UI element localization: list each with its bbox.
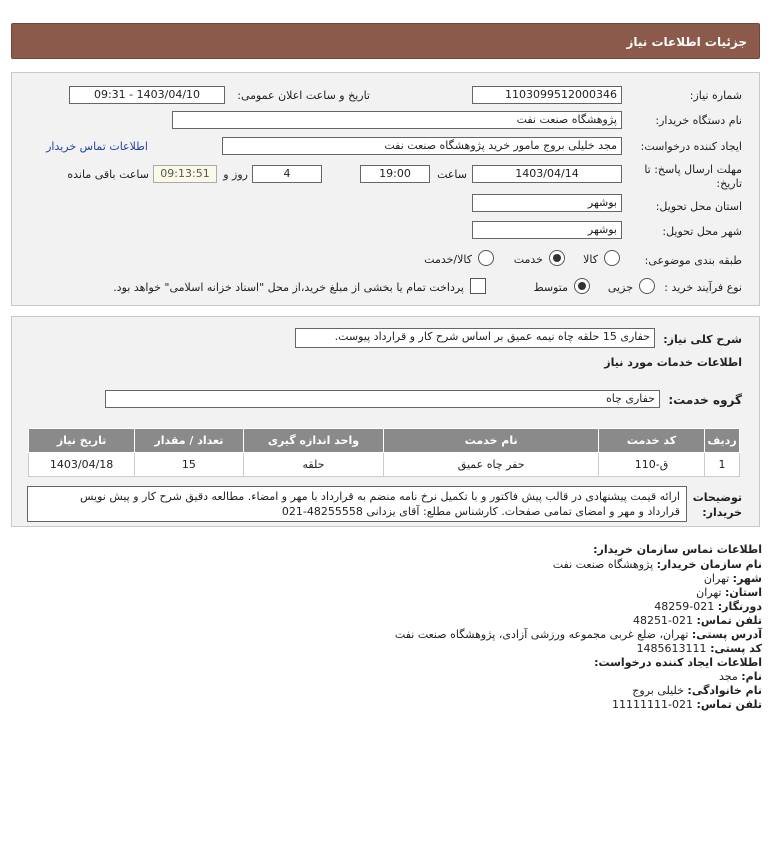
org-fax-value: 021-48259 <box>654 600 715 613</box>
buyer-notes-box <box>27 486 687 522</box>
cell-quantity: 15 <box>135 453 243 477</box>
deadline-time-field: 19:00 <box>360 165 430 183</box>
col-quantity: تعداد / مقدار <box>135 429 243 453</box>
buyer-label: نام دستگاه خریدار: <box>655 114 742 127</box>
creator-label: ایجاد کننده درخواست: <box>640 140 742 153</box>
announce-label: تاریخ و ساعت اعلان عمومی: <box>237 89 370 102</box>
services-title: اطلاعات خدمات مورد نیاز <box>604 356 742 369</box>
category-goods-label: کالا <box>583 253 598 266</box>
process-medium-label: متوسط <box>533 281 568 294</box>
buyer-notes-line-1: ارائه قیمت پیشنهادی در قالب پیش فاکتور و با تکمیل نرخ نامه منضم به قرارداد با مهر و امضاء. مطالعه دقیق شرح کار و پیش نویس <box>80 490 680 503</box>
need-info-panel <box>11 72 760 306</box>
description-label: شرح کلی نیاز: <box>663 333 742 346</box>
org-province-row <box>696 586 762 599</box>
cell-need-date: 1403/04/18 <box>29 453 135 477</box>
cell-service-code: ق-110 <box>598 453 704 477</box>
category-label: طبقه بندی موضوعی: <box>644 254 742 267</box>
province-field: بوشهر <box>472 194 622 212</box>
buyer-field: پژوهشگاه صنعت نفت <box>172 111 622 129</box>
announce-field: 1403/04/10 - 09:31 <box>69 86 225 104</box>
days-field: 4 <box>252 165 322 183</box>
creator-first-label: نام: <box>741 670 762 683</box>
org-postal-label: کد پستی: <box>710 642 762 655</box>
org-province-value: تهران <box>696 586 722 599</box>
org-city-label: شهر: <box>732 572 762 585</box>
buyer-notes-line-2: قرارداد و مهر و امضای تمامی صفحات. کارشناس مطلع: آقای یزدانی 48255558-021 <box>281 505 680 518</box>
process-partial-radio[interactable] <box>639 278 655 294</box>
col-unit: واحد اندازه گیری <box>243 429 384 453</box>
creator-field: مجد خلیلی بروج مامور خرید پژوهشگاه صنعت نفت <box>222 137 622 155</box>
category-both-radio[interactable] <box>478 250 494 266</box>
days-label: روز و <box>223 168 248 181</box>
deadline-date-label: تاریخ: <box>716 177 742 190</box>
table-header-row <box>29 429 740 453</box>
category-service-radio[interactable] <box>549 250 565 266</box>
creator-last-row <box>632 684 762 697</box>
org-name-value: پژوهشگاه صنعت نفت <box>552 558 654 571</box>
creator-first-value: مجد <box>718 670 738 683</box>
process-medium-radio[interactable] <box>574 278 590 294</box>
creator-phone-value: 021-11111111 <box>612 698 694 711</box>
org-postal-value: 1485613111 <box>636 642 707 655</box>
org-phone-value: 021-48251 <box>633 614 694 627</box>
creator-phone-row <box>612 698 762 711</box>
services-table <box>28 428 740 477</box>
province-label: استان محل تحویل: <box>655 200 742 213</box>
description-field: حفاری 15 حلقه چاه نیمه عمیق بر اساس شرح کار و قرارداد پیوست. <box>295 328 655 348</box>
creator-phone-label: تلفن تماس: <box>696 698 762 711</box>
org-phone-label: تلفن تماس: <box>696 614 762 627</box>
org-fax-row <box>654 600 762 613</box>
org-contact-title: اطلاعات تماس سازمان خریدار: <box>593 543 762 556</box>
col-need-date: تاریخ نیاز <box>29 429 135 453</box>
buyer-contact-link[interactable]: اطلاعات تماس خریدار <box>46 140 148 153</box>
org-city-value: تهران <box>703 572 730 585</box>
deadline-time-label: ساعت <box>437 168 467 181</box>
org-province-label: استان: <box>725 586 762 599</box>
city-field: بوشهر <box>472 221 622 239</box>
creator-first-row <box>719 670 762 683</box>
org-phone-row <box>633 614 762 627</box>
creator-last-value: خلیلی بروج <box>632 684 684 697</box>
page-title: جزئیات اطلاعات نیاز <box>626 35 747 49</box>
cell-unit: حلقه <box>243 453 384 477</box>
deadline-date-field: 1403/04/14 <box>472 165 622 183</box>
page-header <box>11 23 760 59</box>
col-row: ردیف <box>705 429 740 453</box>
process-partial-label: جزیی <box>607 281 633 294</box>
table-row <box>29 453 740 477</box>
creator-contact-title: اطلاعات ایجاد کننده درخواست: <box>594 656 762 669</box>
creator-last-label: نام خانوادگی: <box>687 684 762 697</box>
need-number-field: 1103099512000346 <box>472 86 622 104</box>
org-city-row <box>704 572 762 585</box>
service-group-label: گروه خدمت: <box>668 393 742 407</box>
org-postal-row <box>637 642 762 655</box>
treasury-payment-checkbox[interactable] <box>470 278 486 294</box>
org-address-row <box>395 628 762 641</box>
category-both-label: کالا/خدمت <box>424 253 472 266</box>
org-name-row <box>553 558 762 571</box>
org-name-label: نام سازمان خریدار: <box>656 558 762 571</box>
treasury-payment-note: پرداخت تمام یا بخشی از مبلغ خرید،از محل "اسناد خزانه اسلامی" خواهد بود. <box>113 281 464 294</box>
cell-service-name: حفر چاه عمیق <box>384 453 599 477</box>
remaining-time-field: 09:13:51 <box>153 165 217 183</box>
category-goods-radio[interactable] <box>604 250 620 266</box>
category-service-label: خدمت <box>513 253 543 266</box>
city-label: شهر محل تحویل: <box>662 225 742 238</box>
notes-label-2: خریدار: <box>702 506 742 519</box>
col-service-name: نام خدمت <box>384 429 599 453</box>
org-address-label: آدرس پستی: <box>691 628 762 641</box>
col-service-code: کد خدمت <box>598 429 704 453</box>
service-group-field: حفاری چاه <box>105 390 660 408</box>
remaining-label: ساعت باقی مانده <box>67 168 149 181</box>
org-address-value: تهران، ضلع غربی مجموعه ورزشی آزادی، پژوهشگاه صنعت نفت <box>394 628 689 641</box>
notes-label-1: توضیحات <box>692 491 742 504</box>
deadline-label: مهلت ارسال پاسخ: تا <box>644 163 742 176</box>
process-label: نوع فرآیند خرید : <box>664 281 742 294</box>
cell-row: 1 <box>705 453 740 477</box>
org-fax-label: دورنگار: <box>717 600 762 613</box>
need-number-label: شماره نیاز: <box>689 89 742 102</box>
